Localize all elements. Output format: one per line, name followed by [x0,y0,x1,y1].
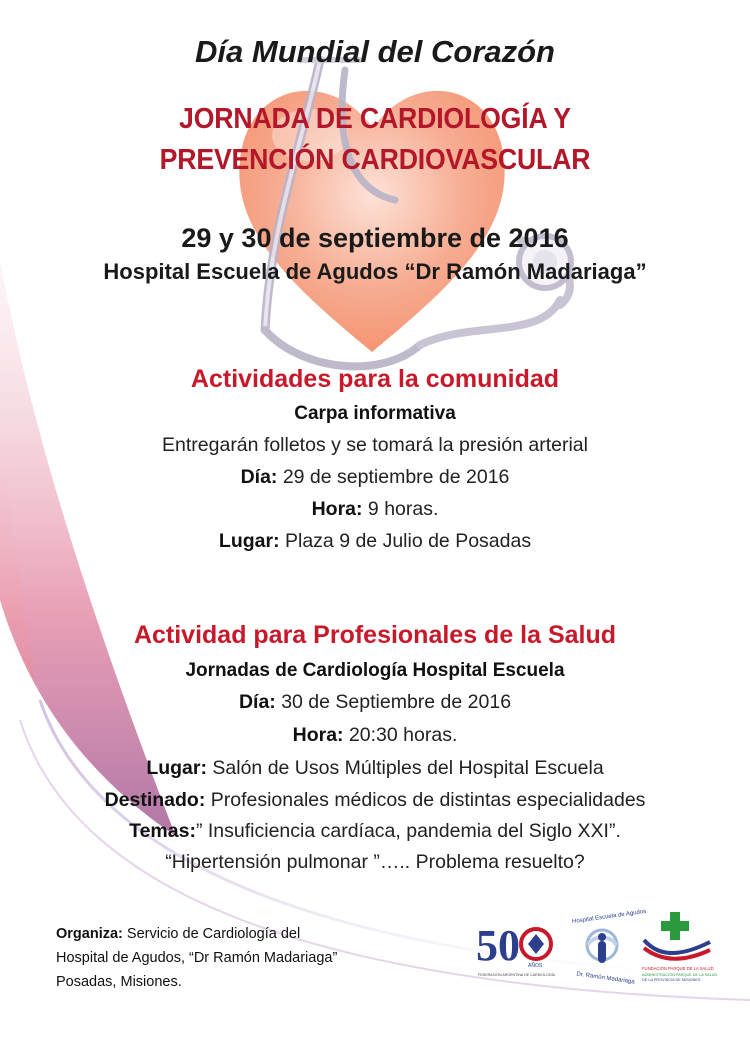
professionals-section-title: Actividad para Profesionales de la Salud [133,621,617,649]
professionals-place-value: Salón de Usos Múltiples del Hospital Escuela [206,757,604,779]
community-time [0,498,750,521]
professionals-day [0,691,750,714]
community-place-value: Plaza 9 de Julio de Posadas [279,530,532,552]
organizer-line-1 [56,926,300,942]
jornada-title-line-1: JORNADA DE CARDIOLOGÍA Y [179,103,571,135]
hospital-logo-figure [598,941,606,963]
hospital-logo-top-text: Hospital Escuela de Agudos [571,908,647,926]
organizer-line-2: Hospital de Agudos, “Dr Ramón Madariaga” [56,950,338,966]
anniversary-number: 50 [476,921,520,970]
professionals-target-label: Destinado: [104,789,206,811]
professionals-topics-label: Temas: [129,820,196,842]
anniversary-caption: FEDERACIÓN ARGENTINA DE CARDIOLOGÍA [478,973,556,977]
community-section-title: Actividades para la comunidad [190,365,560,393]
foundation-text-1: FUNDACIÓN PARQUE DE LA SALUD [642,966,714,971]
professionals-topics [0,820,750,843]
organizer-label: Organiza: [56,926,123,942]
foundation-cross-h [661,921,689,931]
community-description: Entregarán folletos y se tomará la presión arterial [162,434,588,456]
organizer-value: Servicio de Cardiología del [122,926,301,942]
foundation-text-2: ADMINISTRACIÓN PARQUE DE LA SALUD [642,973,718,977]
professionals-time-value: 20:30 horas. [343,724,458,746]
professionals-day-label: Día: [238,691,276,713]
foundation-text-3: DE LA PROVINCIA DE MISIONES [642,978,701,982]
anniversary-50-logo [472,912,562,982]
jornada-title-line-2: PREVENCIÓN CARDIOVASCULAR [159,144,591,176]
community-time-value: 9 horas. [362,498,439,520]
professionals-target [0,789,750,812]
professionals-topics-value: ” Insuficiencia cardíaca, pandemia del Siglo XXI”. [195,820,621,842]
professionals-time-label: Hora: [292,724,344,746]
community-place-label: Lugar: [218,530,280,552]
community-day-label: Día: [240,466,278,488]
professionals-subtitle: Jornadas de Cardiología Hospital Escuela [185,660,565,681]
anniversary-diamond [528,934,544,954]
community-subtitle: Carpa informativa [294,403,456,424]
event-dates: 29 y 30 de septiembre de 2016 [181,223,569,253]
organizer-line-3: Posadas, Misiones. [56,974,182,990]
anniversary-sub: AÑOS [528,963,543,969]
community-day-value: 29 de septiembre de 2016 [277,466,510,488]
community-place [0,530,750,553]
professionals-day-value: 30 de Septiembre de 2016 [275,691,512,713]
professionals-topics-second: “Hipertensión pulmonar ”….. Problema resuelto? [165,851,585,873]
professionals-place [0,757,750,780]
page-title: Día Mundial del Corazón [195,34,555,69]
community-time-label: Hora: [311,498,363,520]
professionals-time [0,724,750,747]
foundation-logo [638,910,718,990]
hospital-logo-bottom-text: Dr. Ramón Madariaga [575,971,635,986]
professionals-target-value: Profesionales médicos de distintas especialidades [205,789,646,811]
event-hospital: Hospital Escuela de Agudos “Dr Ramón Madariaga” [103,259,647,284]
hospital-logo [566,905,647,987]
professionals-place-label: Lugar: [146,757,207,779]
community-day [0,466,750,489]
